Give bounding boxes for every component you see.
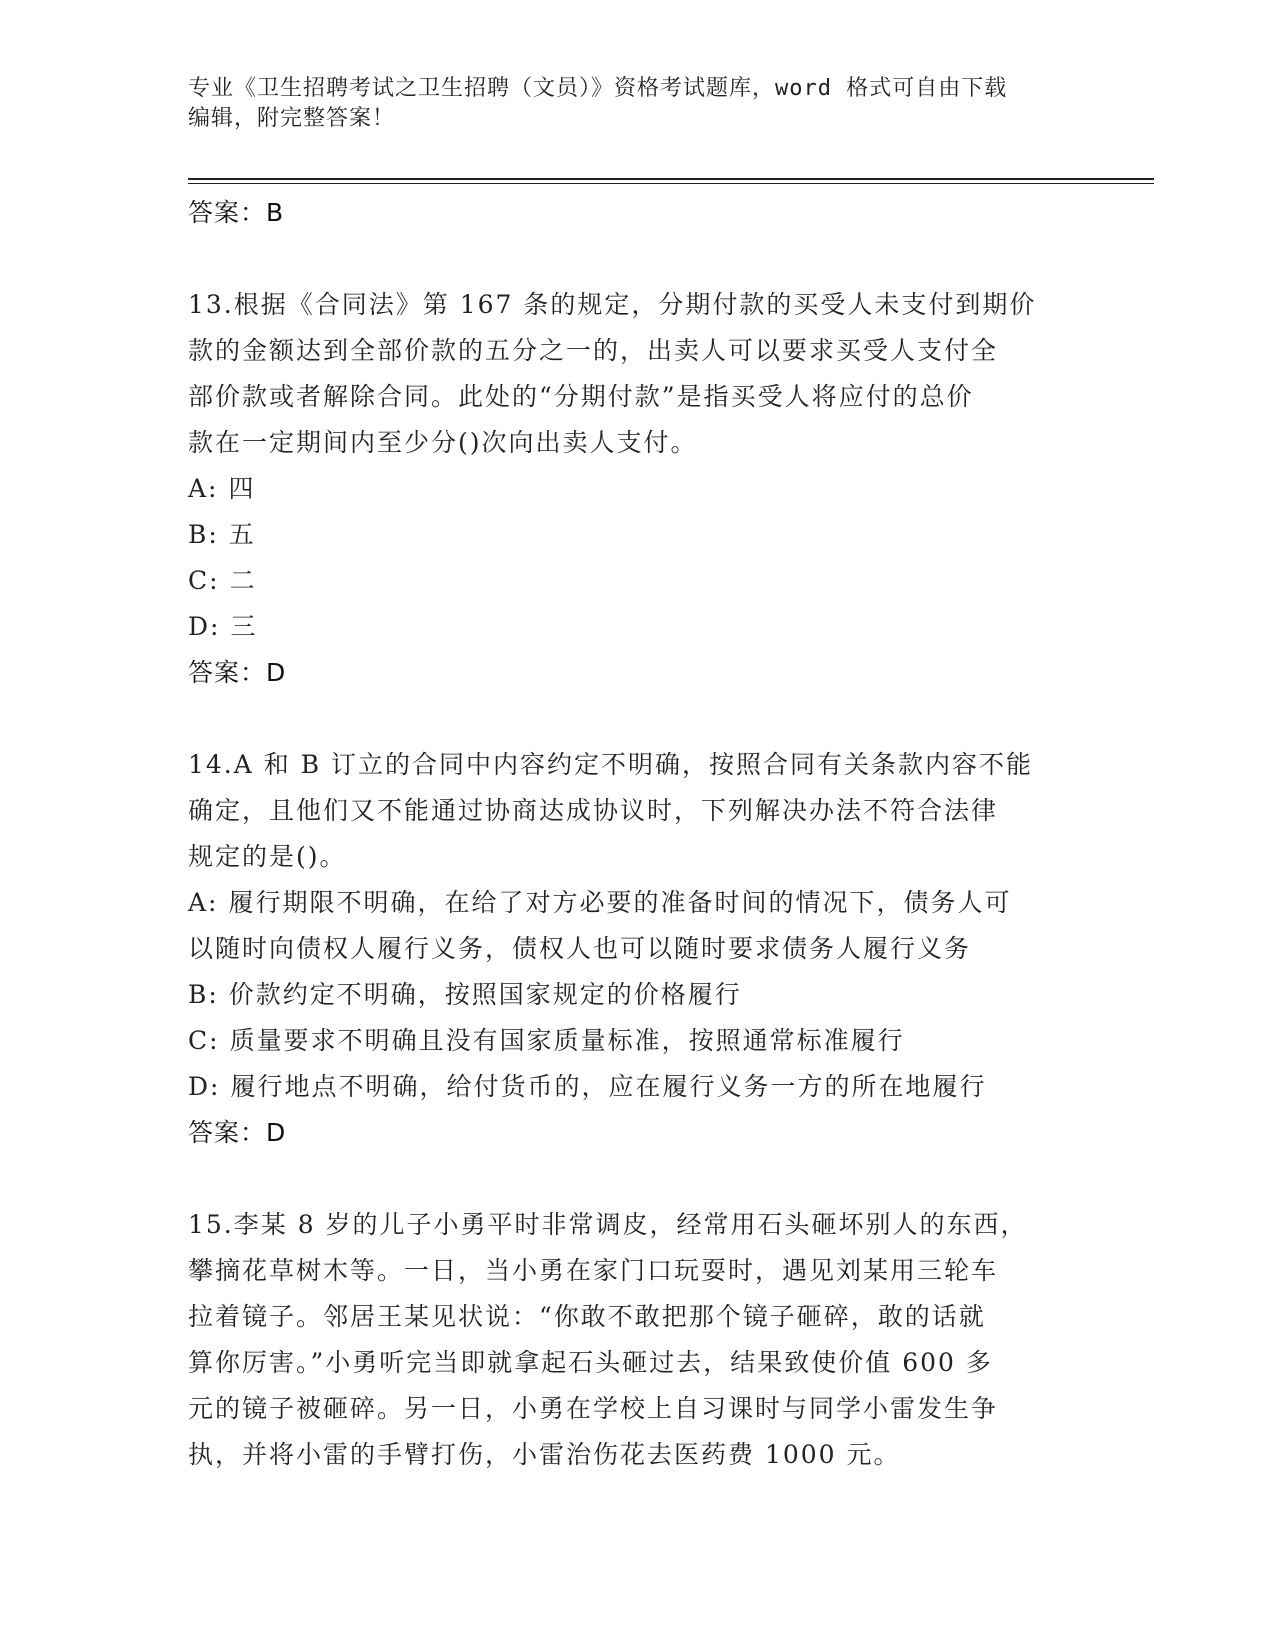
option-text: 价款约定不明确，按照国家规定的价格履行 [228,980,742,1009]
header-divider-thin [188,183,1154,184]
option-d [188,1064,1088,1110]
question-14 [188,742,1088,1156]
header-line-2: 编辑，附完整答案！ [188,106,396,131]
option-a [188,466,1088,512]
answer-line: 答案：B [188,198,285,227]
question-stem-line: 执，并将小雷的手臂打伤，小雷治伤花去医药费 1000 元。 [188,1440,901,1469]
question-stem-line: 确定，且他们又不能通过协商达成协议时，下列解决办法不符合法律 [188,796,999,825]
question-stem-line: 款在一定期间内至少分()次向出卖人支付。 [188,428,698,457]
option-c [188,558,1088,604]
document-header [188,74,1088,134]
option-b [188,972,1088,1018]
question-stem-line: 元的镜子被砸碎。另一日，小勇在学校上自习课时与同学小雷发生争 [188,1394,999,1423]
header-divider [188,178,1154,180]
option-key: C: [188,1026,220,1055]
option-d [188,604,1088,650]
option-key: A: [188,474,219,503]
question-stem-line: 规定的是()。 [188,842,347,871]
question-stem-line: 款的金额达到全部价款的五分之一的，出卖人可以要求买受人支付全 [188,336,999,365]
question-stem-line: 14.A 和 B 订立的合同中内容约定不明确，按照合同有关条款内容不能 [188,750,1034,779]
answer-line: 答案：D [188,658,287,687]
question-stem-line: 13.根据《合同法》第 167 条的规定，分期付款的买受人未支付到期价 [188,290,1037,319]
question-stem-line: 15.李某 8 岁的儿子小勇平时非常调皮，经常用石头砸坏别人的东西， [188,1210,1028,1239]
question-stem-line: 拉着镜子。邻居王某见状说：“你敢不敢把那个镜子砸碎，敢的话就 [188,1302,986,1331]
option-text: 履行期限不明确，在给了对方必要的准备时间的情况下，债务人可 [228,888,1012,917]
option-text: 三 [230,612,258,641]
option-text: 五 [228,520,256,549]
spacer [188,696,1088,742]
option-b [188,512,1088,558]
option-key: C: [188,566,220,595]
option-c [188,1018,1088,1064]
option-text: 履行地点不明确，给付货币的，应在履行义务一方的所在地履行 [230,1072,987,1101]
option-key: D: [188,1072,221,1101]
question-stem-line: 部价款或者解除合同。此处的“分期付款”是指买受人将应付的总价 [188,382,974,411]
question-stem-line: 攀摘花草树木等。一日，当小勇在家门口玩耍时，遇见刘某用三轮车 [188,1256,999,1285]
option-key: B: [188,520,219,549]
question-13 [188,282,1088,696]
question-15 [188,1202,1088,1478]
option-text: 质量要求不明确且没有国家质量标准，按照通常标准履行 [229,1026,905,1055]
option-key: B: [188,980,219,1009]
option-a [188,880,1088,926]
question-stem-line: 算你厉害。”小勇听完当即就拿起石头砸过去，结果致使价值 600 多 [188,1348,993,1377]
answer-line: 答案：D [188,1118,287,1147]
option-key: A: [188,888,219,917]
header-line-1: 专业《卫生招聘考试之卫生招聘（文员）》资格考试题库，word 格式可自由下载 [188,76,1008,101]
option-text: 二 [229,566,257,595]
spacer [188,1156,1088,1202]
option-a-continued: 以随时向债权人履行义务，债权人也可以随时要求债务人履行义务 [188,934,972,963]
option-key: D: [188,612,221,641]
option-text: 四 [228,474,256,503]
spacer [188,236,1088,282]
document-body [188,190,1088,1478]
